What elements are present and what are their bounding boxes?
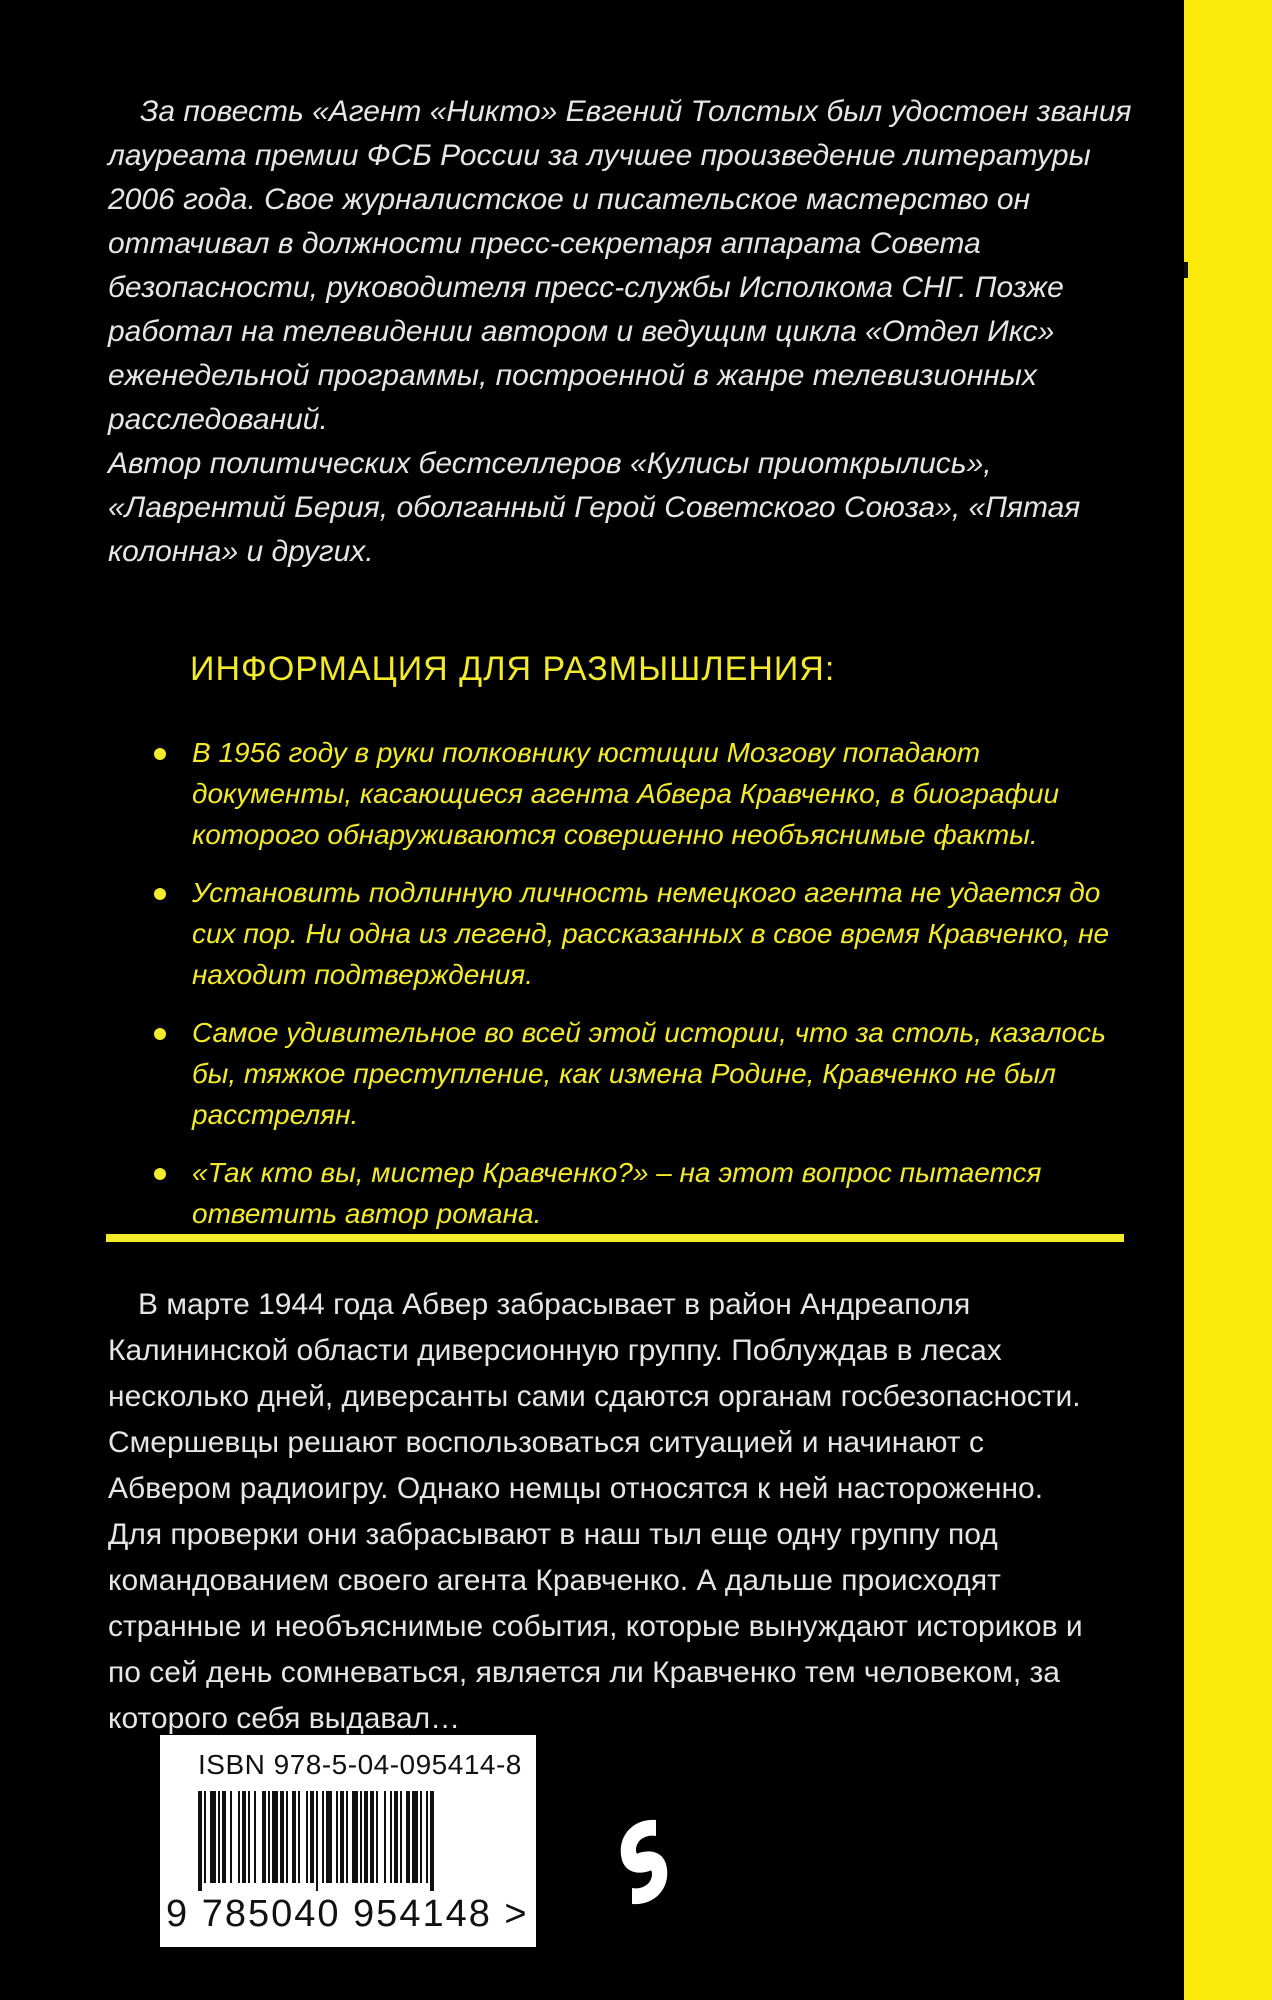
barcode-bars-icon: [198, 1791, 504, 1891]
isbn-label: ISBN 978-5-04-095414-8: [198, 1749, 522, 1780]
section-divider: [106, 1234, 1124, 1242]
author-bio: [108, 90, 1148, 574]
info-heading: ИНФОРМАЦИЯ ДЛЯ РАЗМЫШЛЕНИЯ:: [190, 650, 836, 688]
fact-text: В 1956 году в руки полковнику юстиции Мозгову попадают документы, касающиеся агента Абвера Кравченко, в биографии которого обнаруживаются совершенно необъяснимые факты.: [192, 737, 1060, 850]
fact-item: [150, 1012, 1140, 1135]
isbn-barcode: [160, 1735, 536, 1947]
fact-text: Установить подлинную личность немецкого агента не удается до сих пор. Ни одна из легенд, рассказанных в свое время Кравченко, не находит подтверждения.: [192, 877, 1110, 990]
author-bio-bestsellers: Автор политических бестселлеров «Кулисы приоткрылись», «Лаврентий Берия, оболганный Герой Советского Союза», «Пятая колонна» и других.: [108, 447, 1081, 568]
bullet-icon: [154, 1028, 166, 1040]
fact-item: [150, 732, 1140, 855]
publisher-logo-icon: [612, 1814, 676, 1910]
barcode-digits: 9 785040 954148 >: [166, 1893, 529, 1935]
synopsis: [108, 1282, 1098, 1742]
bullet-icon: [154, 888, 166, 900]
synopsis-text: В марте 1944 года Абвер забрасывает в район Андреаполя Калининской области диверсионную группу. Поблуждав в лесах несколько дней, диверсанты сами сдаются органам госбезопасности. Смершевцы решают воспользоваться ситуацией и начинают с Абвером радиоигру. Однако немцы относятся к ней настороженно. Для проверки они забрасывают в наш тыл еще одну группу под командованием своего агента Кравченко. А дальше происходят странные и необъяснимые события, которые вынуждают историков и по сей день сомневаться, является ли Кравченко тем человеком, за которого себя выдавал…: [108, 1288, 1083, 1735]
spine-stripe: [1184, 0, 1272, 2000]
fact-text: «Так кто вы, мистер Кравченко?» – на этот вопрос пытается ответить автор романа.: [192, 1157, 1042, 1229]
fact-item: [150, 1152, 1140, 1234]
fact-text: Самое удивительное во всей этой истории, что за столь, казалось бы, тяжкое преступление, как измена Родине, Кравченко не был расстрелян.: [192, 1017, 1106, 1130]
bullet-icon: [154, 1168, 166, 1180]
bullet-icon: [154, 748, 166, 760]
facts-list: [150, 732, 1140, 1251]
author-bio-paragraph: За повесть «Агент «Никто» Евгений Толстых был удостоен звания лауреата премии ФСБ России за лучшее произведение литературы 2006 года. Свое журналистское и писательское мастерство он оттачивал в должности пресс-секретаря аппарата Совета безопасности, руководителя пресс-службы Исполкома СНГ. Позже работал на телевидении автором и ведущим цикла «Отдел Икс» еженедельной программы, построенной в жанре телевизионных расследований.: [108, 95, 1132, 436]
fact-item: [150, 872, 1140, 995]
spine-tick: [1184, 262, 1188, 278]
